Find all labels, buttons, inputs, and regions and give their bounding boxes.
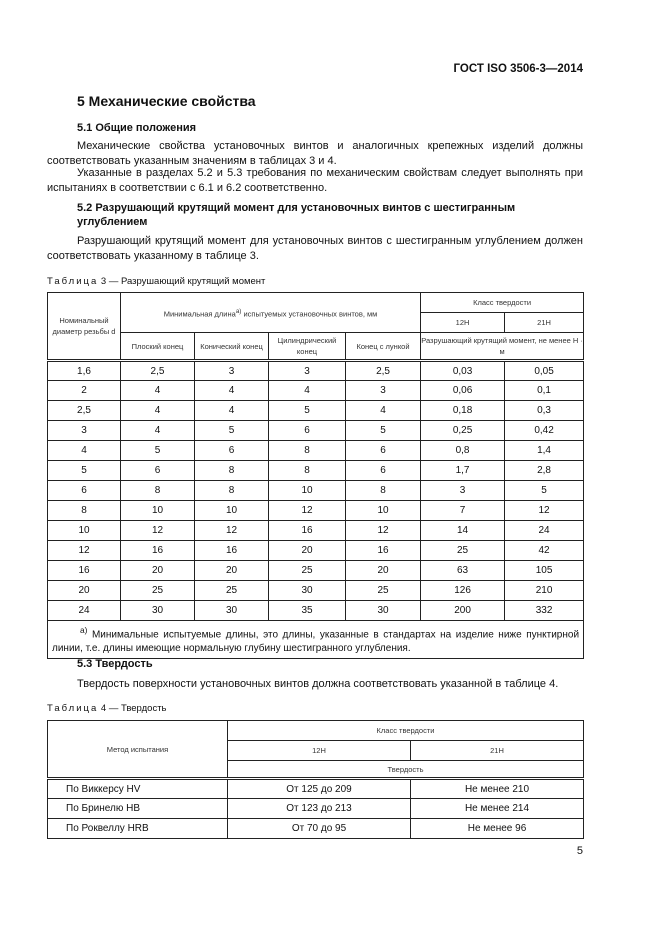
header-diameter: Номинальный диаметр резьбы d [48, 293, 121, 361]
header-21h: 21H [411, 741, 584, 761]
table-cell: 332 [505, 601, 584, 621]
caption-text: 4 — Твердость [100, 703, 167, 714]
table-cell: От 123 до 213 [228, 799, 411, 819]
table-cell: 20 [346, 561, 421, 581]
table-cell: 63 [421, 561, 505, 581]
table-cell: 8 [195, 461, 269, 481]
table-cell: 20 [48, 581, 121, 601]
table-cell: 126 [421, 581, 505, 601]
table-row [48, 541, 584, 561]
table-row [48, 561, 584, 581]
header-21h: 21H [505, 313, 584, 333]
table-cell: 30 [346, 601, 421, 621]
table-row [48, 481, 584, 501]
table-cell: 16 [269, 521, 346, 541]
table-cell: По Роквеллу HRB [48, 819, 228, 839]
table-cell: 200 [421, 601, 505, 621]
table-cell: 8 [195, 481, 269, 501]
table-cell: По Бринелю HB [48, 799, 228, 819]
table-row [48, 441, 584, 461]
subsection-heading: 5.2 Разрушающий крутящий момент для установочных винтов с шестигранным углублением [77, 202, 516, 228]
table-cell: 4 [195, 401, 269, 421]
table-row [48, 461, 584, 481]
table-cell: 16 [195, 541, 269, 561]
table-cell: 35 [269, 601, 346, 621]
table-cell: 0,18 [421, 401, 505, 421]
table-cell: 24 [505, 521, 584, 541]
header-method: Метод испытания [48, 721, 228, 779]
table-row [48, 799, 584, 819]
table-cell: 20 [195, 561, 269, 581]
table-cell: 10 [346, 501, 421, 521]
table-cell: 1,6 [48, 361, 121, 381]
caption-word: Таблица [47, 276, 99, 287]
table-cell: 42 [505, 541, 584, 561]
table-cell: 3 [195, 361, 269, 381]
table-cell: 3 [269, 361, 346, 381]
subsection-heading: 5.1 Общие положения [77, 122, 197, 134]
header-12h: 12H [228, 741, 411, 761]
table-cell: 24 [48, 601, 121, 621]
table-row [48, 381, 584, 401]
table-cell: 0,1 [505, 381, 584, 401]
table-footnote: $^{а)}$ Минимальные испытуемые длины, это длины, указанные в стандартах на изделие ниже пунктирной линии, т.е. длины имеющие нормальную глубину шестигранного углубления. [48, 621, 584, 659]
table-cell: 6 [121, 461, 195, 481]
table-cell: 25 [195, 581, 269, 601]
table-cell: 10 [121, 501, 195, 521]
table-cell: 3 [346, 381, 421, 401]
table-row [48, 421, 584, 441]
table-cell: 12 [505, 501, 584, 521]
table-cell: 8 [269, 461, 346, 481]
table-cell: Не менее 96 [411, 819, 584, 839]
table-cell: 5 [505, 481, 584, 501]
header-torque: Разрушающий крутящий момент, не менее Н · м [421, 333, 584, 361]
table-cell: 30 [269, 581, 346, 601]
table-row [48, 361, 584, 381]
table-cell: Не менее 210 [411, 779, 584, 799]
table-cell: 6 [346, 461, 421, 481]
table-cell: От 70 до 95 [228, 819, 411, 839]
table-cell: 16 [121, 541, 195, 561]
table-cell: 2,8 [505, 461, 584, 481]
table-cell: 8 [269, 441, 346, 461]
header-cyl: Цилиндрический конец [269, 333, 346, 361]
table-cell: Не менее 214 [411, 799, 584, 819]
caption-text: 3 — Разрушающий крутящий момент [100, 276, 266, 287]
hardness-table [47, 720, 584, 839]
table-cell: 4 [121, 421, 195, 441]
table-cell: 105 [505, 561, 584, 581]
table-cell: 0,8 [421, 441, 505, 461]
torque-table [47, 292, 584, 659]
paragraph: Разрушающий крутящий момент для установочных винтов с шестигранным углублением должен соответствовать указанному в таблице 3. [47, 235, 583, 262]
table-cell: 10 [195, 501, 269, 521]
table-row [48, 501, 584, 521]
page-number: 5 [576, 845, 583, 857]
table-caption [47, 703, 167, 714]
table-cell: 0,03 [421, 361, 505, 381]
table-cell: 25 [121, 581, 195, 601]
header-min-length: Минимальная длина$^{а)}$ испытуемых установочных винтов, мм [121, 293, 421, 333]
header-class: Класс твердости [228, 721, 584, 741]
paragraph: Указанные в разделах 5.2 и 5.3 требования по механическим свойствам следует выполнять при испытаниях в соответствии с 6.1 и 6.2 соответственно. [47, 167, 583, 194]
table-row [48, 819, 584, 839]
header-12h: 12H [421, 313, 505, 333]
table-cell: 6 [346, 441, 421, 461]
table-cell: 0,05 [505, 361, 584, 381]
table-cell: 4 [346, 401, 421, 421]
table-row [48, 401, 584, 421]
subsection-heading: 5.3 Твердость [77, 658, 153, 670]
table-cell: 5 [195, 421, 269, 441]
table-cell: 25 [421, 541, 505, 561]
header-hardness: Твердость [228, 761, 584, 779]
table-caption [47, 276, 265, 287]
header-class: Класс твердости [421, 293, 584, 313]
document-header: ГОСТ ISO 3506-3—2014 [453, 63, 583, 75]
table-cell: 6 [269, 421, 346, 441]
table-row [48, 521, 584, 541]
table-cell: 12 [121, 521, 195, 541]
table-cell: 12 [195, 521, 269, 541]
table-cell: 0,42 [505, 421, 584, 441]
table-cell: 12 [48, 541, 121, 561]
table-cell: 0,06 [421, 381, 505, 401]
table-cell: 25 [346, 581, 421, 601]
table-cell: 4 [121, 401, 195, 421]
table-cell: 2,5 [346, 361, 421, 381]
paragraph: Механические свойства установочных винтов и аналогичных крепежных изделий должны соответствовать указанным значениям в таблицах 3 и 4. [47, 140, 583, 167]
header-cone: Конический конец [195, 333, 269, 361]
section-heading: 5 Механические свойства [77, 93, 256, 109]
table-cell: 8 [346, 481, 421, 501]
table-cell: 5 [48, 461, 121, 481]
table-cell: 12 [269, 501, 346, 521]
table-cell: 16 [48, 561, 121, 581]
table-cell: 5 [346, 421, 421, 441]
paragraph: Твердость поверхности установочных винтов должна соответствовать указанной в таблице 4. [77, 678, 559, 690]
table-cell: 10 [269, 481, 346, 501]
table-cell: 8 [48, 501, 121, 521]
table-cell: 4 [195, 381, 269, 401]
caption-word: Таблица [47, 703, 99, 714]
header-flat: Плоский конец [121, 333, 195, 361]
table-cell: 20 [269, 541, 346, 561]
table-cell: 2 [48, 381, 121, 401]
table-cell: 0,25 [421, 421, 505, 441]
table-cell: 20 [121, 561, 195, 581]
table-row [48, 601, 584, 621]
table-cell: 16 [346, 541, 421, 561]
table-cell: 6 [195, 441, 269, 461]
table-cell: 4 [48, 441, 121, 461]
table-row [48, 581, 584, 601]
table-cell: 8 [121, 481, 195, 501]
table-cell: От 125 до 209 [228, 779, 411, 799]
table-cell: 4 [121, 381, 195, 401]
table-cell: 14 [421, 521, 505, 541]
table-cell: 6 [48, 481, 121, 501]
header-cup: Конец с лункой [346, 333, 421, 361]
table-cell: 3 [48, 421, 121, 441]
table-cell: 5 [121, 441, 195, 461]
table-cell: 25 [269, 561, 346, 581]
table-cell: 0,3 [505, 401, 584, 421]
table-cell: 210 [505, 581, 584, 601]
table-cell: 5 [269, 401, 346, 421]
table-cell: 2,5 [48, 401, 121, 421]
table-cell: 1,4 [505, 441, 584, 461]
table-cell: 30 [121, 601, 195, 621]
table-cell: 4 [269, 381, 346, 401]
table-cell: 12 [346, 521, 421, 541]
table-cell: 1,7 [421, 461, 505, 481]
table-cell: По Виккерсу HV [48, 779, 228, 799]
table-row [48, 779, 584, 799]
table-cell: 10 [48, 521, 121, 541]
table-cell: 3 [421, 481, 505, 501]
table-cell: 30 [195, 601, 269, 621]
table-cell: 7 [421, 501, 505, 521]
table-cell: 2,5 [121, 361, 195, 381]
